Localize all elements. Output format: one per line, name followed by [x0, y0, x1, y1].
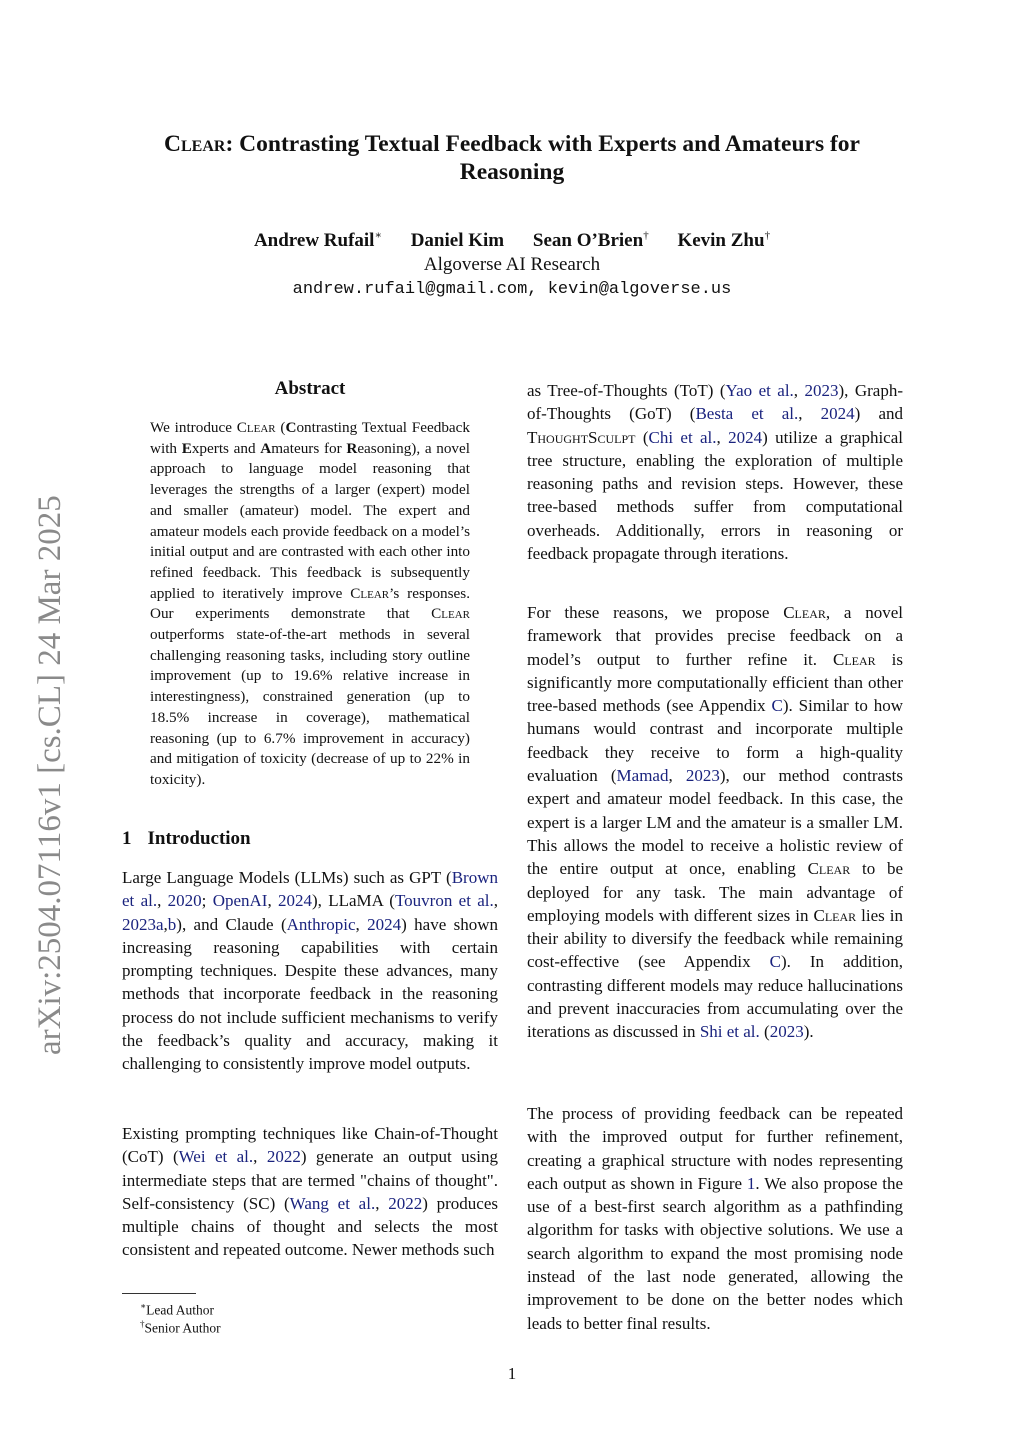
intro-paragraph-2: Existing prompting techniques like Chain-of-Thought (CoT) (Wei et al., 2022) generate an output using intermediate steps that are termed "chains of thought". Self-consistency (SC) (Wang et al., 2022) produces multiple chains of thought and selects the most consistent and repeated outcome. Newer methods such: [122, 1124, 499, 1260]
citation-link[interactable]: Brown et al.: [122, 868, 498, 911]
affiliation: Algoverse AI Research: [423, 254, 601, 275]
intro-paragraph-3: as Tree-of-Thoughts (ToT) (Yao et al., 2023), Graph-of-Thoughts (GoT) (Besta et al., 2024) and ThoughtSculpt (Chi et al., 2024) utilize a graphical tree structure, enabling the exploration of multiple reasoning paths and revision steps. However, these tree-based methods suffer from computational overheads. Additionally, errors in reasoning or feedback propagate through iterations.: [527, 381, 903, 564]
title-rest: : Contrasting Textual Feedback with Experts and Amateurs for: [225, 131, 860, 157]
citation-link[interactable]: 2020: [167, 891, 202, 911]
citation-link[interactable]: 2024: [728, 427, 763, 447]
citation-link[interactable]: 2023: [804, 381, 839, 400]
citation-link[interactable]: OpenAI: [212, 891, 268, 911]
author-list: [112, 229, 912, 252]
citation-link[interactable]: b: [167, 914, 177, 934]
footnote-rule: [122, 1293, 196, 1294]
title-line2: Reasoning: [459, 159, 565, 185]
citation-link[interactable]: 2024: [367, 914, 402, 934]
author: Sean O’Brien†: [532, 230, 649, 252]
citation-link[interactable]: 2022: [388, 1193, 423, 1213]
appendix-link[interactable]: C: [771, 696, 783, 716]
footnote-lead-author: ∗Lead Author: [140, 1301, 214, 1318]
section-heading-introduction: 1 Introduction: [122, 828, 251, 849]
citation-link[interactable]: 2024: [820, 404, 855, 424]
citation-link[interactable]: Chi et al.: [648, 427, 717, 447]
author: Kevin Zhu†: [677, 230, 771, 252]
citation-link[interactable]: 2023: [769, 1022, 804, 1042]
figure-link[interactable]: 1: [746, 1173, 756, 1193]
page-number: 1: [507, 1364, 517, 1383]
citation-link[interactable]: Touvron et al.: [394, 891, 494, 911]
citation-link[interactable]: 2022: [266, 1147, 301, 1167]
intro-paragraph-5: The process of providing feedback can be repeated with the improved output for further refinement, creating a graphical structure with nodes representing each output as shown in Figure 1. We also propose the use of a best-first search algorithm as a pathfinding algorithm for tasks with objective solutions. We use a search algorithm to expand the most promising node instead of the last node generated, allowing the improvement to be done on the better nodes which leads to better final results.: [527, 1104, 903, 1333]
citation-link[interactable]: Besta et al.: [695, 404, 799, 424]
title-clear: Clear: [164, 131, 226, 157]
abstract-body: We introduce Clear (Contrasting Textual Feedback with Experts and Amateurs for Reasoning), a novel approach to language model reasoning that leverages the strengths of a larger (expert) model and smaller (amateur) model. The expert and amateur models each provide feedback on a model’s initial output and are contrasted with each other into refined feedback. This feedback is subsequently applied to iteratively improve Clear’s responses. Our experiments demonstrate that Clear outperforms state-of-the-art methods in several challenging reasoning tasks, including story outline improvement (up to 19.6% relative increase in interestingness), constrained generation (up to 18.5% increase in coverage), mathematical reasoning (up to 6.7% improvement in accuracy) and mitigation of toxicity (decrease of up to 22% in toxicity).: [150, 419, 470, 788]
citation-link[interactable]: Wei et al.: [178, 1147, 254, 1167]
citation-link[interactable]: Mamad: [616, 766, 669, 786]
citation-link[interactable]: Wang et al.: [289, 1193, 376, 1213]
citation-link[interactable]: 2023: [685, 766, 720, 786]
abstract-heading: Abstract: [274, 378, 346, 399]
footnote-senior-author: †Senior Author: [140, 1319, 221, 1336]
citation-link[interactable]: Anthropic: [286, 914, 356, 934]
author: Andrew Rufail∗: [253, 230, 382, 252]
citation-link[interactable]: Shi et al.: [699, 1022, 760, 1042]
appendix-link[interactable]: C: [769, 952, 781, 972]
citation-link[interactable]: 2024: [278, 891, 313, 911]
arxiv-identifier: arXiv:2504.07116v1 [cs.CL] 24 Mar 2025: [32, 495, 68, 1055]
author: Daniel Kim: [410, 230, 505, 252]
author-emails: andrew.rufail@gmail.com, kevin@algoverse.us: [292, 280, 732, 299]
citation-link[interactable]: 2023a: [122, 914, 164, 934]
intro-paragraph-1: Large Language Models (LLMs) such as GPT (Brown et al., 2020; OpenAI, 2024), LLaMA (Touvron et al., 2023a,b), and Claude (Anthropic, 2024) have shown increasing reasoning capabilities with certain prompting techniques. Despite these advances, many methods that incorporate feedback in the reasoning process do not include sufficient mechanisms to verify the feedback’s quality and accuracy, making it challenging to consistently improve model outputs.: [122, 868, 498, 1074]
paper-title: [112, 130, 912, 186]
citation-link[interactable]: Yao et al.: [725, 381, 794, 400]
intro-paragraph-4: For these reasons, we propose Clear, a novel framework that provides precise feedback on a model’s output to further refine it. Clear is significantly more computationally efficient than other tree-based methods (see Appendix C). Similar to how humans would contrast and incorporate multiple feedback they receive to form a high-quality evaluation (Mamad, 2023), our method contrasts expert and amateur model feedback. In this case, the expert is a larger LM and the amateur is a smaller LM. This allows the model to receive a holistic review of the entire output at once, enabling Clear to be deployed for any task. The main advantage of employing models with different sizes in Clear lies in their ability to diversify the feedback while remaining cost-effective (see Appendix C). In addition, contrasting different models may reduce hallucinations and prevent inaccuracies from accumulating over the iterations as discussed in Shi et al. (2023).: [527, 603, 904, 1042]
